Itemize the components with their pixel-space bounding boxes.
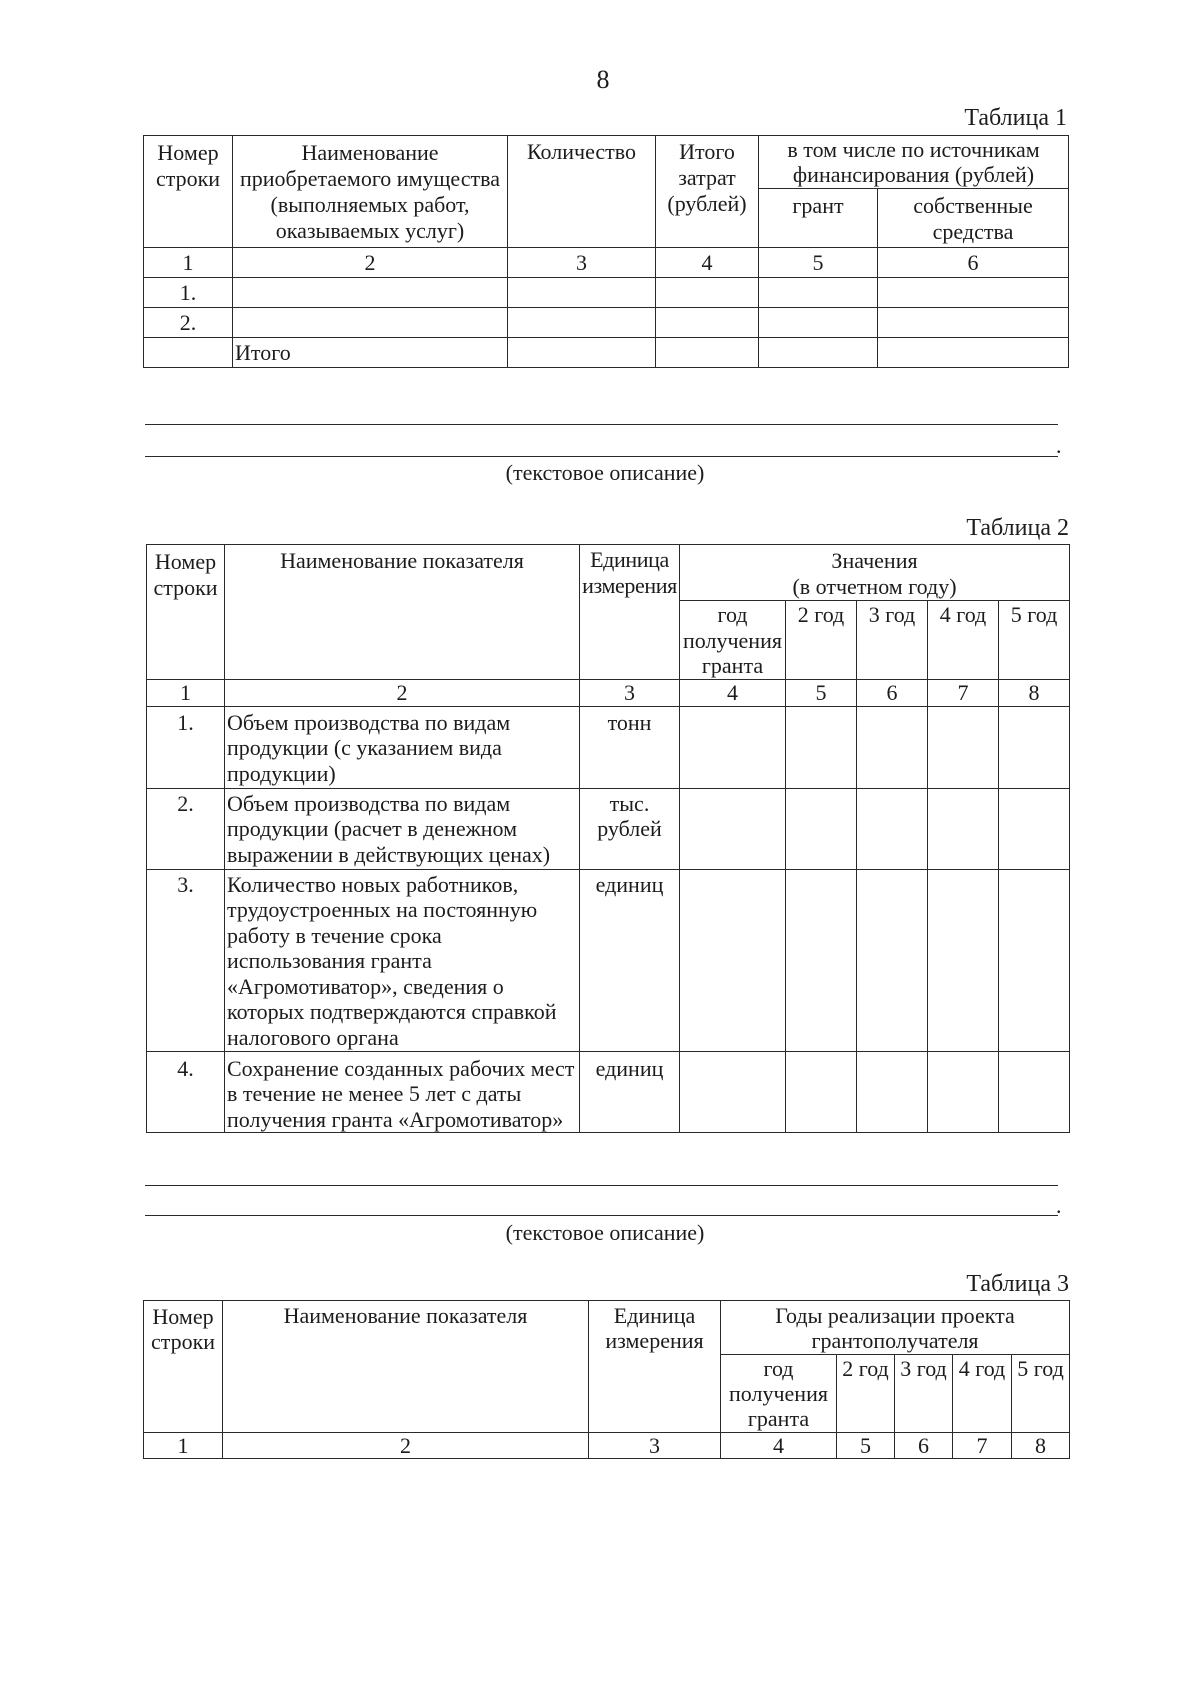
table3-header-row <box>144 1301 1070 1355</box>
table2-header-row-number: Номер строки <box>147 545 225 680</box>
table1-cell <box>759 278 878 308</box>
text-description-label: (текстовое описание) <box>505 1220 705 1245</box>
table1-header-sources: в том числе по источникам финансирования (рублей) <box>759 136 1069 189</box>
table2-row-number: 1. <box>147 706 225 788</box>
table2-cell <box>857 869 928 1051</box>
table1-cell <box>233 278 508 308</box>
table2-header-year: 3 год <box>857 601 928 680</box>
description-line <box>145 456 1058 457</box>
table1-cell <box>878 278 1069 308</box>
table3-header-year: 3 год <box>895 1355 953 1433</box>
table-3 <box>143 1300 1070 1459</box>
table3-header-unit: Единица измерения <box>589 1301 721 1433</box>
table1-cell <box>759 308 878 338</box>
table1-column-number: 6 <box>878 248 1069 278</box>
table2-caption: Таблица 2 <box>966 515 1069 541</box>
table2-row <box>147 869 1070 1051</box>
table2-header-values: Значения (в отчетном году) <box>680 545 1070 601</box>
table3-header-year: 2 год <box>837 1355 895 1433</box>
table1-total-row <box>144 338 1069 368</box>
table1-header-row <box>144 136 1069 189</box>
table2-cell <box>680 869 786 1051</box>
page-number: 8 <box>596 65 610 94</box>
table2-row-unit: единиц <box>580 1051 680 1133</box>
table2-row-indicator: Объем производства по видам продукции (расчет в денежном выражении в действующих ценах) <box>225 788 580 869</box>
table1-row <box>144 278 1069 308</box>
table1-header-quantity: Количество <box>508 136 656 248</box>
description-line <box>145 424 1058 425</box>
table2-row-unit: единиц <box>580 869 680 1051</box>
text-description-label: (текстовое описание) <box>505 460 705 485</box>
table1-header-total: Итого затрат (рублей) <box>656 136 759 248</box>
table1-cell <box>878 308 1069 338</box>
table2-cell <box>786 869 857 1051</box>
table2-header-year: 4 год <box>928 601 999 680</box>
table2-row <box>147 788 1070 869</box>
table3-column-numbers-row <box>144 1433 1070 1459</box>
table1-header-grant: грант <box>759 189 878 248</box>
table3-column-number: 4 <box>721 1433 837 1459</box>
table2-cell <box>999 788 1070 869</box>
table1-cell <box>759 338 878 368</box>
table1-row-number: 2. <box>144 308 233 338</box>
table1-cell <box>878 338 1069 368</box>
table2-row-indicator: Объем производства по видам продукции (с указанием вида продукции) <box>225 706 580 788</box>
table2-cell <box>857 706 928 788</box>
table2-row-indicator: Количество новых работников, трудоустроенных на постоянную работу в течение срока использования гранта «Агромотиватор», сведения о которых подтверждаются справкой налогового органа <box>225 869 580 1051</box>
table1-header-name: Наименование приобретаемого имущества (выполняемых работ, оказываемых услуг) <box>233 136 508 248</box>
table2-column-number: 3 <box>580 680 680 707</box>
table2-header-unit: Единица измерения <box>580 545 680 680</box>
table3-header-implementation-years: Годы реализации проекта грантополучателя <box>721 1301 1070 1355</box>
table3-caption: Таблица 3 <box>966 1271 1069 1297</box>
line-end-mark: . <box>1056 1193 1062 1218</box>
table1-caption: Таблица 1 <box>964 105 1067 131</box>
table2-row <box>147 706 1070 788</box>
table1-column-number: 4 <box>656 248 759 278</box>
table1-cell <box>233 308 508 338</box>
table1-row-number: 1. <box>144 278 233 308</box>
table2-cell <box>786 706 857 788</box>
table2-cell <box>928 706 999 788</box>
line-end-mark: . <box>1056 433 1062 458</box>
table2-column-number: 6 <box>857 680 928 707</box>
table2-header-row <box>147 545 1070 601</box>
table2-column-numbers-row <box>147 680 1070 707</box>
table1-cell <box>656 338 759 368</box>
table3-column-number: 5 <box>837 1433 895 1459</box>
table2-column-number: 8 <box>999 680 1070 707</box>
table2-cell <box>928 1051 999 1133</box>
table-1 <box>143 135 1069 368</box>
table2-cell <box>999 706 1070 788</box>
table3-column-number: 6 <box>895 1433 953 1459</box>
table3-header-year: 4 год <box>953 1355 1012 1433</box>
table1-cell <box>656 278 759 308</box>
table2-cell <box>786 788 857 869</box>
table3-header-year: 5 год <box>1012 1355 1070 1433</box>
table-2 <box>146 544 1070 1133</box>
description-line <box>145 1215 1058 1216</box>
table2-row-unit: тыс. рублей <box>580 788 680 869</box>
table3-header-indicator: Наименование показателя <box>223 1301 589 1433</box>
table3-header-year: год получения гранта <box>721 1355 837 1433</box>
table2-cell <box>999 1051 1070 1133</box>
table3-column-number: 2 <box>223 1433 589 1459</box>
table1-cell <box>508 278 656 308</box>
table1-column-number: 3 <box>508 248 656 278</box>
table3-column-number: 3 <box>589 1433 721 1459</box>
table2-row-indicator: Сохранение созданных рабочих мест в течение не менее 5 лет с даты получения гранта «Агромотиватор» <box>225 1051 580 1133</box>
table1-column-number: 2 <box>233 248 508 278</box>
table3-column-number: 1 <box>144 1433 223 1459</box>
table2-cell <box>680 788 786 869</box>
table3-column-number: 8 <box>1012 1433 1070 1459</box>
table2-cell <box>857 788 928 869</box>
table1-header-row-number: Номер строки <box>144 136 233 248</box>
table2-column-number: 1 <box>147 680 225 707</box>
table2-column-number: 2 <box>225 680 580 707</box>
table2-cell <box>857 1051 928 1133</box>
table2-row <box>147 1051 1070 1133</box>
table1-header-own-funds: собственные средства <box>878 189 1069 248</box>
table2-cell <box>928 788 999 869</box>
table2-header-year: 2 год <box>786 601 857 680</box>
table1-cell <box>656 308 759 338</box>
table1-row <box>144 308 1069 338</box>
description-line <box>145 1185 1058 1186</box>
table2-cell <box>680 1051 786 1133</box>
table3-header-row-number: Номер строки <box>144 1301 223 1433</box>
table2-row-number: 2. <box>147 788 225 869</box>
table2-header-year: 5 год <box>999 601 1070 680</box>
table1-total-label: Итого <box>233 338 508 368</box>
table1-column-numbers-row <box>144 248 1069 278</box>
table2-cell <box>928 869 999 1051</box>
table2-header-year: год получения гранта <box>680 601 786 680</box>
table2-row-number: 3. <box>147 869 225 1051</box>
table2-row-number: 4. <box>147 1051 225 1133</box>
table1-column-number: 1 <box>144 248 233 278</box>
table2-column-number: 7 <box>928 680 999 707</box>
table1-cell <box>144 338 233 368</box>
table1-cell <box>508 338 656 368</box>
table1-cell <box>508 308 656 338</box>
table2-cell <box>786 1051 857 1133</box>
table2-column-number: 5 <box>786 680 857 707</box>
table2-cell <box>680 706 786 788</box>
table1-column-number: 5 <box>759 248 878 278</box>
table2-header-indicator: Наименование показателя <box>225 545 580 680</box>
table2-column-number: 4 <box>680 680 786 707</box>
table2-row-unit: тонн <box>580 706 680 788</box>
table3-column-number: 7 <box>953 1433 1012 1459</box>
table2-cell <box>999 869 1070 1051</box>
